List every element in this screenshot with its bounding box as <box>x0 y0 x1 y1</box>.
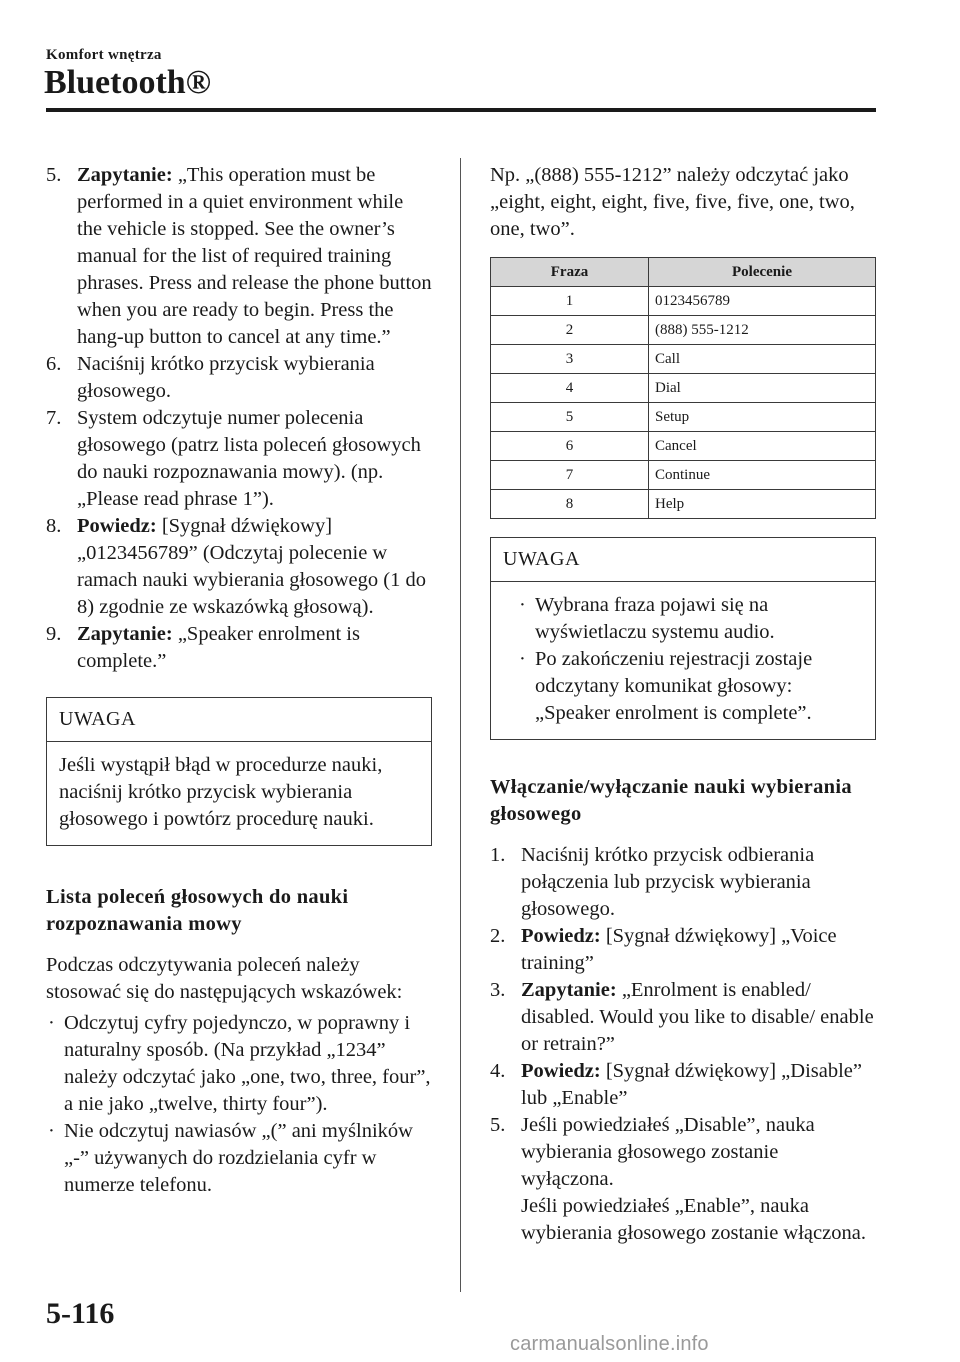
step-number: 8. <box>46 515 62 537</box>
table-cell: Continue <box>649 461 876 490</box>
step-number: 3. <box>490 979 506 1001</box>
toggle-step-4 <box>490 1058 876 1112</box>
section-intro: Podczas odczytywania poleceń należy stosować się do następujących wskazówek: <box>46 954 403 1003</box>
step-text: System odczytuje numer polecenia głosowego (patrz lista poleceń głosowych do nauki rozpoznawania mowy). (np. „Please read phrase 1”). <box>77 407 421 510</box>
example-text: Np. „(888) 555-1212” należy odczytać jako „eight, eight, eight, five, five, five, one, two, one, two”. <box>490 164 855 240</box>
step-extra-text: Jeśli powiedziałeś „Enable”, nauka wybierania głosowego zostanie włączona. <box>521 1195 866 1244</box>
table-cell: Setup <box>649 403 876 432</box>
step-5 <box>46 162 432 351</box>
command-table <box>490 257 876 519</box>
table-row <box>491 316 876 345</box>
step-number: 1. <box>490 844 506 866</box>
bullet-dot: · <box>519 594 526 616</box>
toggle-step-5 <box>490 1112 876 1247</box>
table-cell: 1 <box>491 287 649 316</box>
bullet-text: Nie odczytuj nawiasów „(” ani myślników „-” używanych do rozdzielania cyfr w numerze telefonu. <box>64 1120 413 1196</box>
table-header-command: Polecenie <box>649 258 876 287</box>
table-cell: 2 <box>491 316 649 345</box>
table-cell: Dial <box>649 374 876 403</box>
note-heading: UWAGA <box>491 538 875 582</box>
header-rule <box>46 108 876 112</box>
bullet-dot: · <box>48 1120 55 1142</box>
section-heading: Lista poleceń głosowych do nauki rozpoznawania mowy <box>46 886 349 935</box>
note-box <box>490 537 876 740</box>
table-cell: 5 <box>491 403 649 432</box>
section-label: Komfort wnętrza <box>46 47 162 63</box>
table-row <box>491 403 876 432</box>
table-header-phrase: Fraza <box>491 258 649 287</box>
table-cell: 0123456789 <box>649 287 876 316</box>
table-cell: Cancel <box>649 432 876 461</box>
step-text: Naciśnij krótko przycisk odbierania połączenia lub przycisk wybierania głosowego. <box>521 844 815 920</box>
table-cell: 8 <box>491 490 649 519</box>
table-row <box>491 490 876 519</box>
table-row <box>491 287 876 316</box>
step-6 <box>46 351 432 405</box>
step-number: 6. <box>46 353 62 375</box>
column-divider <box>460 158 461 1292</box>
note-body <box>491 582 875 739</box>
table-row <box>491 461 876 490</box>
bullet-item <box>46 1118 432 1199</box>
bullet-dot: · <box>519 648 526 670</box>
step-number: 4. <box>490 1060 506 1082</box>
table-cell: 6 <box>491 432 649 461</box>
table-row <box>491 345 876 374</box>
note-heading: UWAGA <box>47 698 431 742</box>
page-number: 5-116 <box>46 1297 115 1330</box>
watermark: carmanualsonline.info <box>510 1333 709 1355</box>
bullet-item <box>503 646 863 727</box>
bullet-text: Odczytuj cyfry pojedynczo, w poprawny i naturalny sposób. (Na przykład „1234” należy odczytać jako „one, two, three, four”, a nie jako „twelve, thirty four”). <box>64 1012 431 1115</box>
step-number: 2. <box>490 925 506 947</box>
table-cell: 3 <box>491 345 649 374</box>
step-text: „This operation must be performed in a quiet environment while the vehicle is stopped. See the owner’s manual for the list of required training phrases. Press and release the phone button when you are ready to begin. Press the hang-up button to cancel at any time.” <box>77 164 432 348</box>
bullet-item <box>503 592 863 646</box>
bullet-dot: · <box>48 1012 55 1034</box>
table-header-row <box>491 258 876 287</box>
table-cell: Help <box>649 490 876 519</box>
table-row <box>491 374 876 403</box>
table-cell: 4 <box>491 374 649 403</box>
toggle-step-3 <box>490 977 876 1058</box>
step-number: 7. <box>46 407 62 429</box>
step-lead: Zapytanie: <box>521 979 617 1001</box>
step-lead: Powiedz: <box>521 925 601 947</box>
toggle-step-1 <box>490 842 876 923</box>
step-text: „Speaker enrolment is complete.” <box>77 623 360 672</box>
step-lead: Powiedz: <box>77 515 157 537</box>
step-number: 5. <box>46 164 62 186</box>
bullet-item <box>46 1010 432 1118</box>
step-8 <box>46 513 432 621</box>
step-text: [Sygnał dźwiękowy] „Disable” lub „Enable” <box>521 1060 862 1109</box>
table-cell: (888) 555-1212 <box>649 316 876 345</box>
step-text: „Enrolment is enabled/ disabled. Would you like to disable/ enable or retrain?” <box>521 979 874 1055</box>
table-cell: 7 <box>491 461 649 490</box>
step-7 <box>46 405 432 513</box>
step-number: 5. <box>490 1114 506 1136</box>
step-text: [Sygnał dźwiękowy] „Voice training” <box>521 925 837 974</box>
right-column <box>490 162 876 1247</box>
page-title: Bluetooth® <box>44 64 212 101</box>
step-lead: Zapytanie: <box>77 164 173 186</box>
step-text: Jeśli powiedziałeś „Disable”, nauka wybierania głosowego zostanie wyłączona. <box>521 1114 815 1190</box>
step-text: Naciśnij krótko przycisk wybierania głosowego. <box>77 353 375 402</box>
table-cell: Call <box>649 345 876 374</box>
step-number: 9. <box>46 623 62 645</box>
toggle-step-2 <box>490 923 876 977</box>
toggle-steps <box>490 842 876 1247</box>
step-lead: Zapytanie: <box>77 623 173 645</box>
left-column <box>46 162 432 1199</box>
step-lead: Powiedz: <box>521 1060 601 1082</box>
note-box <box>46 697 432 846</box>
bullet-text: Wybrana fraza pojawi się na wyświetlaczu systemu audio. <box>535 594 775 643</box>
step-text: [Sygnał dźwiękowy] „0123456789” (Odczytaj polecenie w ramach nauki wybierania głosowego (1 do 8) zgodnie ze wskazówką głosową). <box>77 515 426 618</box>
section-heading: Włączanie/wyłączanie nauki wybierania głosowego <box>490 776 852 825</box>
step-9 <box>46 621 432 675</box>
table-row <box>491 432 876 461</box>
bullet-text: Po zakończeniu rejestracji zostaje odczytany komunikat głosowy: „Speaker enrolment is complete”. <box>535 648 813 724</box>
note-body: Jeśli wystąpił błąd w procedurze nauki, naciśnij krótko przycisk wybierania głosowego i powtórz procedurę nauki. <box>59 754 383 830</box>
